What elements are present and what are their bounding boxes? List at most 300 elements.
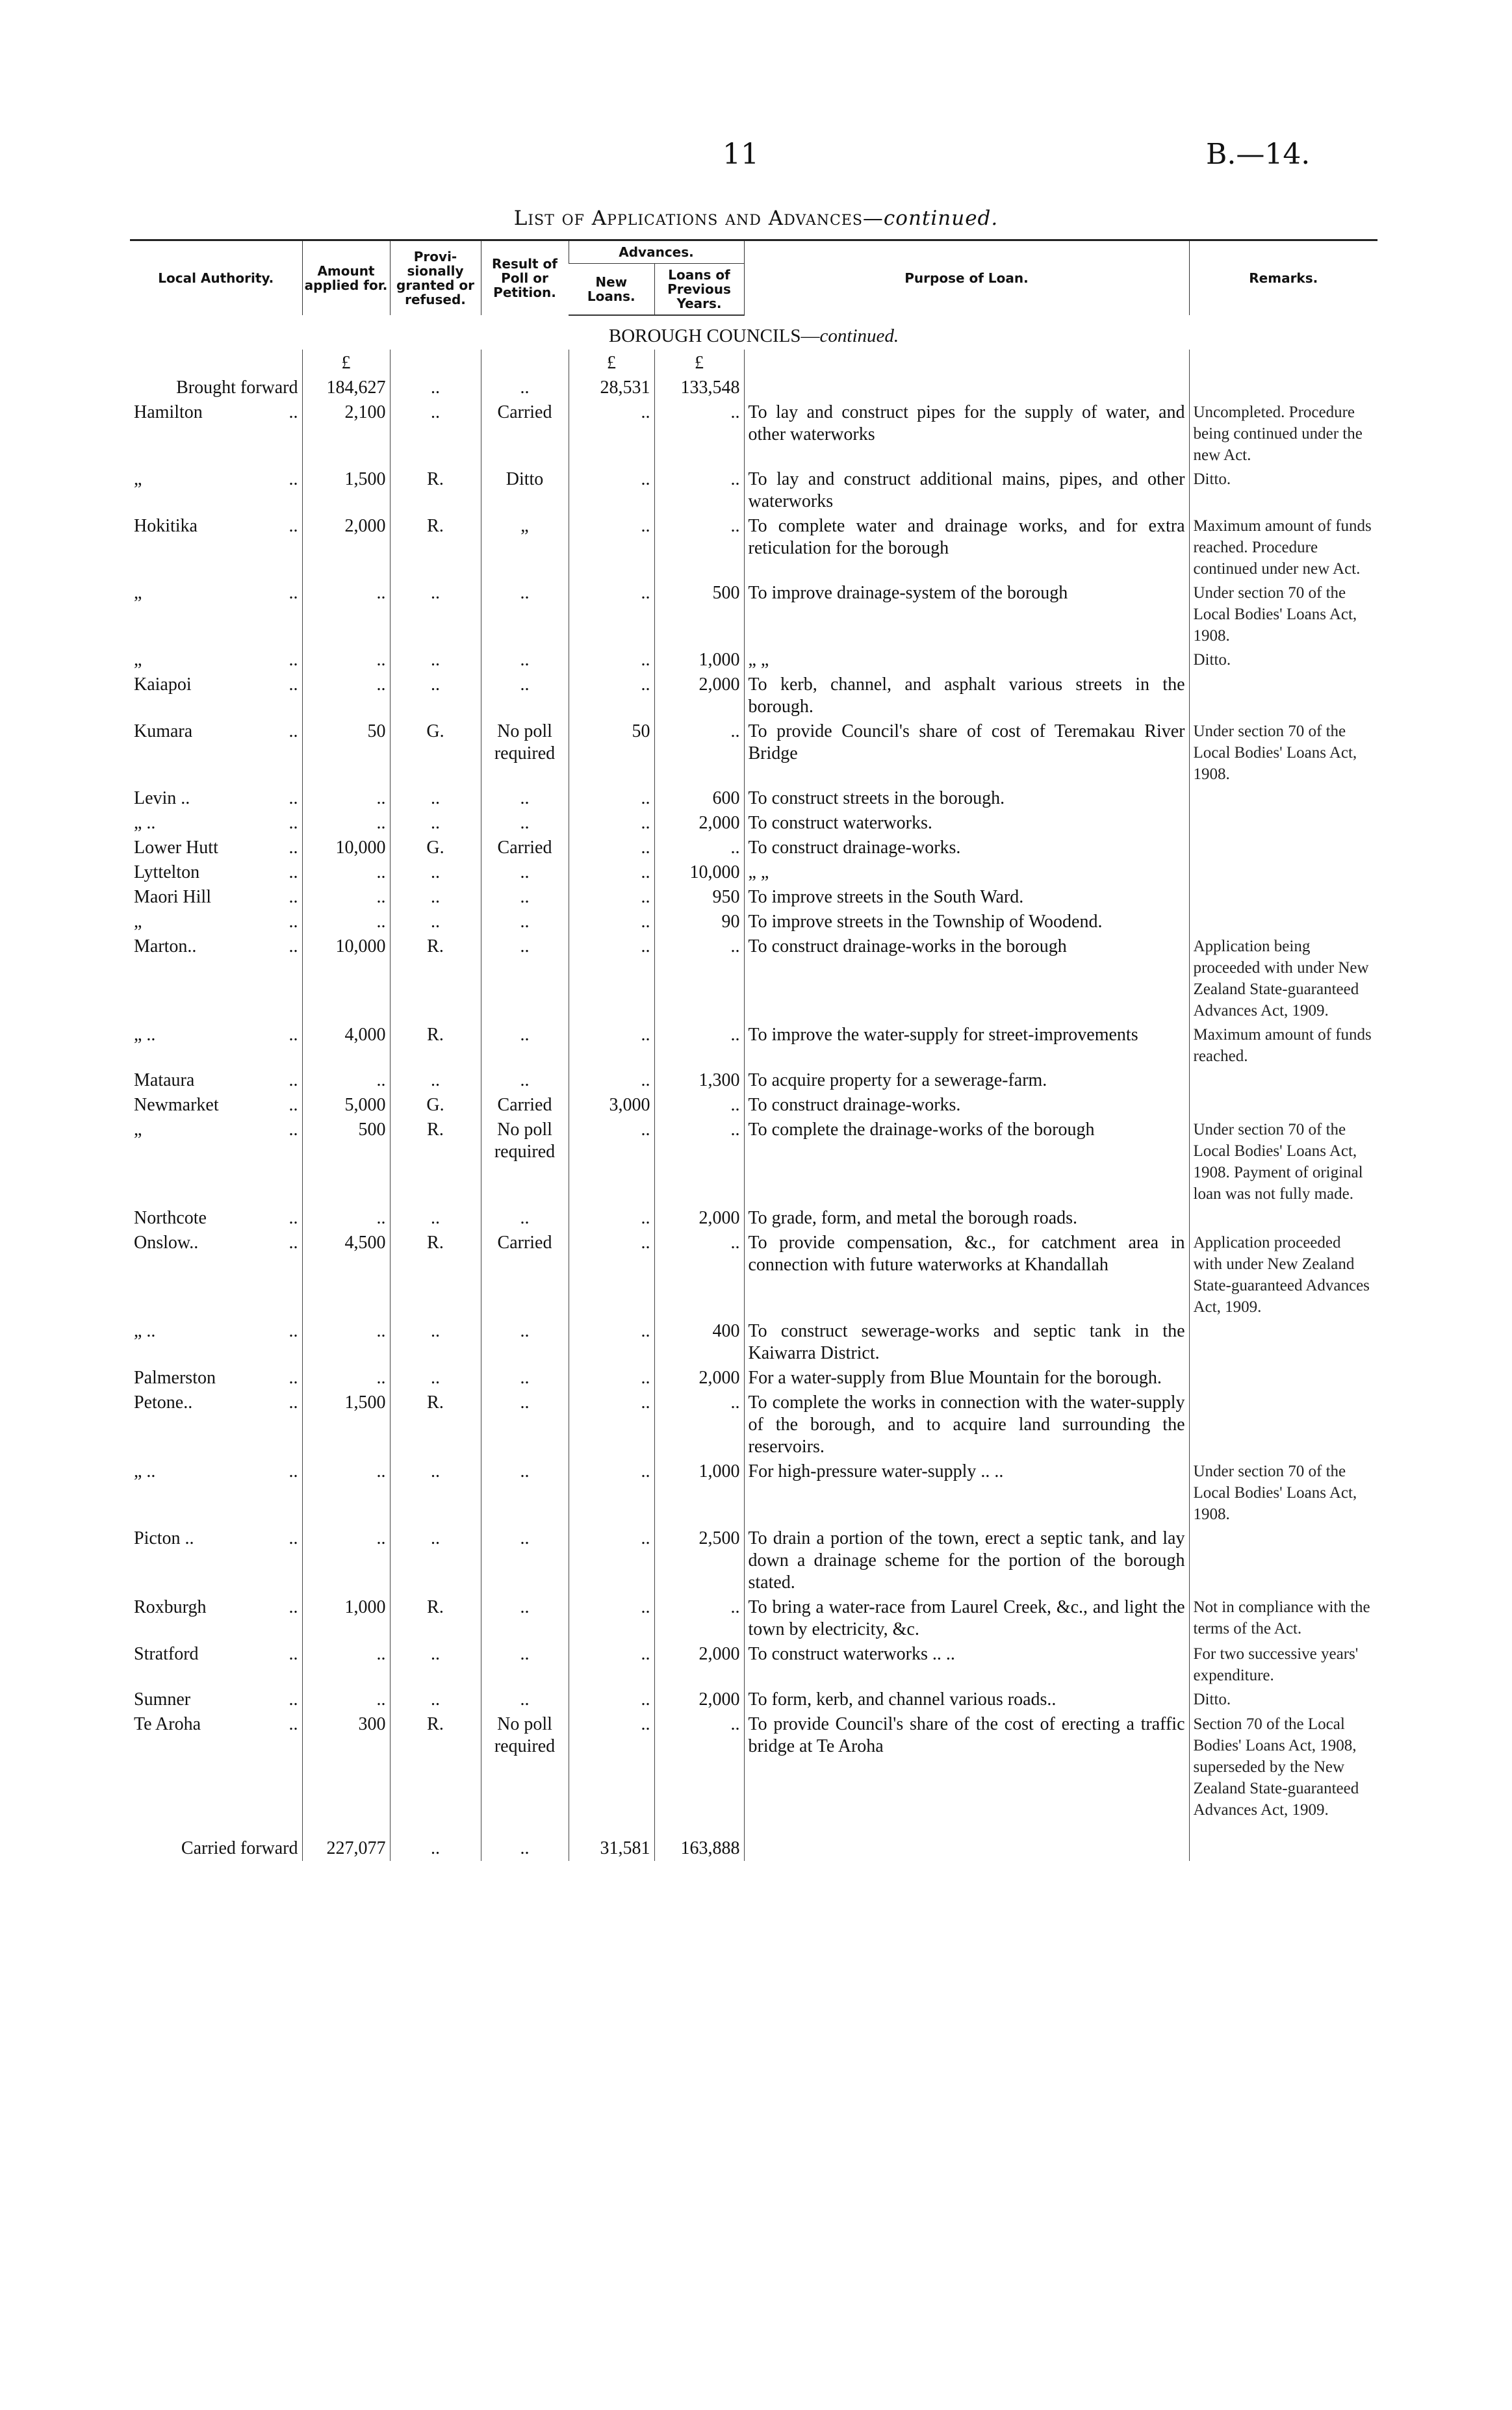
poll-result-cell: Carried [481,1231,569,1319]
authority-name: Stratford [134,1644,199,1664]
remarks-cell: Application being proceeded with under New Zealand State-guaranteed Advances Act, 1909. [1189,934,1377,1023]
purpose-cell: To acquire property for a sewerage-farm. [744,1068,1189,1093]
remarks-cell [1189,1319,1377,1366]
remarks-cell [1189,673,1377,719]
poll-result-cell: Carried [481,1093,569,1118]
provisional-status-cell: G. [390,1093,481,1118]
purpose-cell: To construct drainage-works. [744,1093,1189,1118]
remarks-cell [1189,1526,1377,1595]
table-row [130,1068,1377,1093]
leader-dots: .. [288,1233,298,1253]
amount-applied-cell: 1,000 [302,1595,390,1642]
remarks-cell: Application proceeded with under New Zealand State-guaranteed Advances Act, 1909. [1189,1231,1377,1319]
remarks-cell: Ditto. [1189,648,1377,673]
poll-result-cell: .. [481,1526,569,1595]
local-authority-cell [130,1526,302,1595]
authority-name: „ [134,1120,142,1140]
previous-loans-cell: .. [654,400,744,467]
table-row [130,1093,1377,1118]
provisional-status-cell: .. [390,581,481,648]
provisional-status-cell: R. [390,934,481,1023]
poll-result-cell: .. [481,581,569,648]
leader-dots: .. [288,887,298,907]
brought-forward-prov: .. [390,376,481,400]
new-loans-cell: .. [569,1391,654,1459]
remarks-cell [1189,885,1377,910]
previous-loans-cell: 2,000 [654,1206,744,1231]
amount-applied-cell: .. [302,885,390,910]
new-loans-cell: .. [569,1687,654,1712]
previous-loans-cell: 950 [654,885,744,910]
leader-dots: .. [288,1208,298,1228]
header-remarks: Remarks. [1189,240,1377,316]
amount-applied-cell: .. [302,1068,390,1093]
provisional-status-cell: .. [390,860,481,885]
purpose-cell: To improve streets in the Township of Woodend. [744,910,1189,934]
header-new-loans: New Loans. [569,264,654,316]
remarks-cell: Under section 70 of the Local Bodies' Loans Act, 1908. Payment of original loan was not fully made. [1189,1118,1377,1206]
provisional-status-cell: R. [390,467,481,514]
table-row [130,1366,1377,1391]
purpose-cell: To kerb, channel, and asphalt various streets in the borough. [744,673,1189,719]
authority-name: Lower Hutt [134,838,218,858]
amount-applied-cell: 2,100 [302,400,390,467]
amount-applied-cell: .. [302,1642,390,1687]
previous-loans-cell: .. [654,1093,744,1118]
authority-name: Marton.. [134,936,197,956]
new-loans-cell: .. [569,885,654,910]
provisional-status-cell: R. [390,514,481,581]
table-row [130,1526,1377,1595]
purpose-cell: For high-pressure water-supply .. .. [744,1459,1189,1526]
brought-forward-blank [1189,376,1377,400]
local-authority-cell [130,1231,302,1319]
previous-loans-cell: 1,000 [654,648,744,673]
currency-prev: £ [654,350,744,376]
new-loans-cell: .. [569,673,654,719]
previous-loans-cell: .. [654,1595,744,1642]
provisional-status-cell: R. [390,1712,481,1822]
amount-applied-cell: 500 [302,1118,390,1206]
previous-loans-cell: 1,300 [654,1068,744,1093]
local-authority-cell [130,581,302,648]
new-loans-cell: .. [569,1459,654,1526]
provisional-status-cell: .. [390,1526,481,1595]
purpose-cell: For a water-supply from Blue Mountain for the borough. [744,1366,1189,1391]
carried-forward-prov: .. [390,1822,481,1861]
remarks-cell [1189,1206,1377,1231]
local-authority-cell [130,1319,302,1366]
table-row [130,811,1377,836]
purpose-cell: To provide Council's share of cost of Teremakau River Bridge [744,719,1189,786]
remarks-cell: Under section 70 of the Local Bodies' Loans Act, 1908. [1189,581,1377,648]
provisional-status-cell: .. [390,673,481,719]
poll-result-cell: No poll required [481,719,569,786]
remarks-cell [1189,1093,1377,1118]
carried-forward-blank [1189,1822,1377,1861]
local-authority-cell [130,719,302,786]
brought-forward-blank [744,376,1189,400]
new-loans-cell: .. [569,1023,654,1068]
provisional-status-cell: .. [390,910,481,934]
local-authority-cell [130,1366,302,1391]
poll-result-cell: .. [481,910,569,934]
table-row [130,1391,1377,1459]
table-row [130,1595,1377,1642]
amount-applied-cell: .. [302,673,390,719]
previous-loans-cell: .. [654,1391,744,1459]
provisional-status-cell: .. [390,885,481,910]
new-loans-cell: 50 [569,719,654,786]
header-advances: Advances. [569,240,744,264]
currency-blank [481,350,569,376]
local-authority-cell [130,885,302,910]
section-name: BOROUGH COUNCILS— [608,326,820,346]
table-row [130,1319,1377,1366]
poll-result-cell: .. [481,934,569,1023]
purpose-cell: To construct drainage-works. [744,836,1189,860]
local-authority-cell [130,1118,302,1206]
purpose-cell: To improve streets in the South Ward. [744,885,1189,910]
brought-forward-label: Brought forward [176,378,298,398]
table-row [130,514,1377,581]
table-row [130,1712,1377,1822]
amount-applied-cell: .. [302,581,390,648]
brought-forward-new: 28,531 [569,376,654,400]
local-authority-cell [130,1391,302,1459]
provisional-status-cell: .. [390,648,481,673]
local-authority-cell [130,1712,302,1822]
new-loans-cell: .. [569,836,654,860]
leader-dots: .. [288,516,298,536]
authority-name: Maori Hill [134,887,211,907]
leader-dots: .. [288,1528,298,1548]
authority-name: „ .. [134,1025,156,1045]
table-row [130,860,1377,885]
purpose-cell: To construct streets in the borough. [744,786,1189,811]
new-loans-cell: .. [569,1068,654,1093]
remarks-cell: Maximum amount of funds reached. Procedure continued under new Act. [1189,514,1377,581]
remarks-cell: Uncompleted. Procedure being continued under the new Act. [1189,400,1377,467]
header-provisionally: Provi- sionally granted or refused. [390,240,481,316]
purpose-cell: To lay and construct additional mains, pipes, and other waterworks [744,467,1189,514]
purpose-cell: To complete the drainage-works of the borough [744,1118,1189,1206]
previous-loans-cell: 1,000 [654,1459,744,1526]
header-loans-previous: Loans of Previous Years. [654,264,744,316]
local-authority-cell [130,400,302,467]
table-row [130,1206,1377,1231]
local-authority-cell [130,836,302,860]
new-loans-cell: .. [569,1712,654,1822]
authority-name: Hamilton [134,402,203,422]
new-loans-cell: .. [569,648,654,673]
local-authority-cell [130,1093,302,1118]
table-row [130,910,1377,934]
previous-loans-cell: .. [654,934,744,1023]
leader-dots: .. [288,862,298,882]
leader-dots: .. [288,721,298,741]
previous-loans-cell: .. [654,719,744,786]
previous-loans-cell: 600 [654,786,744,811]
section-row [130,315,1377,350]
amount-applied-cell: .. [302,811,390,836]
table-row [130,581,1377,648]
purpose-cell: To construct waterworks. [744,811,1189,836]
amount-applied-cell: .. [302,648,390,673]
new-loans-cell: .. [569,860,654,885]
carried-forward-amount: 227,077 [302,1822,390,1861]
previous-loans-cell: 2,000 [654,1642,744,1687]
provisional-status-cell: R. [390,1391,481,1459]
authority-name: Lyttelton [134,862,200,882]
leader-dots: .. [288,1368,298,1388]
poll-result-cell: .. [481,673,569,719]
amount-applied-cell: .. [302,786,390,811]
table-row [130,786,1377,811]
provisional-status-cell: .. [390,1319,481,1366]
leader-dots: .. [288,838,298,858]
local-authority-cell [130,1595,302,1642]
purpose-cell: To improve drainage-system of the borough [744,581,1189,648]
poll-result-cell: .. [481,1319,569,1366]
authority-name: Hokitika [134,516,198,536]
poll-result-cell: .. [481,1687,569,1712]
authority-name: Levin .. [134,788,190,808]
amount-applied-cell: .. [302,860,390,885]
amount-applied-cell: 4,000 [302,1023,390,1068]
header-purpose: Purpose of Loan. [744,240,1189,316]
local-authority-cell [130,1687,302,1712]
leader-dots: .. [288,788,298,808]
new-loans-cell: .. [569,514,654,581]
authority-name: Picton .. [134,1528,194,1548]
leader-dots: .. [288,1025,298,1045]
brought-forward-row [130,376,1377,400]
document-code: B.—14. [1206,138,1311,171]
remarks-cell [1189,1391,1377,1459]
local-authority-cell [130,934,302,1023]
table-row [130,467,1377,514]
previous-loans-cell: .. [654,836,744,860]
authority-name: Palmerston [134,1368,216,1388]
brought-forward-prev: 133,548 [654,376,744,400]
purpose-cell: To construct sewerage-works and septic tank in the Kaiwarra District. [744,1319,1189,1366]
leader-dots: .. [288,1321,298,1341]
remarks-cell [1189,1366,1377,1391]
provisional-status-cell: R. [390,1595,481,1642]
provisional-status-cell: .. [390,786,481,811]
new-loans-cell: .. [569,1319,654,1366]
poll-result-cell: .. [481,648,569,673]
title-continued: continued. [883,207,999,230]
local-authority-cell [130,860,302,885]
purpose-cell: „ „ [744,648,1189,673]
carried-forward-row [130,1822,1377,1861]
new-loans-cell: .. [569,1118,654,1206]
leader-dots: .. [288,1070,298,1090]
poll-result-cell: .. [481,1206,569,1231]
previous-loans-cell: 2,000 [654,1687,744,1712]
previous-loans-cell: 90 [654,910,744,934]
authority-name: Petone.. [134,1392,193,1413]
leader-dots: .. [288,1392,298,1413]
purpose-cell: To form, kerb, and channel various roads.. [744,1687,1189,1712]
applications-table [130,239,1377,1861]
table-row [130,673,1377,719]
leader-dots: .. [288,1461,298,1481]
authority-name: „ .. [134,1461,156,1481]
authority-name: Newmarket [134,1095,219,1115]
new-loans-cell: .. [569,1366,654,1391]
carried-forward-blank [744,1822,1189,1861]
previous-loans-cell: .. [654,467,744,514]
amount-applied-cell: 1,500 [302,1391,390,1459]
amount-applied-cell: 10,000 [302,934,390,1023]
poll-result-cell: .. [481,811,569,836]
local-authority-cell [130,1642,302,1687]
authority-name: „ .. [134,1321,156,1341]
provisional-status-cell: R. [390,1118,481,1206]
local-authority-cell [130,910,302,934]
previous-loans-cell: .. [654,1712,744,1822]
currency-amount: £ [302,350,390,376]
amount-applied-cell: .. [302,1319,390,1366]
authority-name: „ .. [134,813,156,833]
previous-loans-cell: .. [654,1118,744,1206]
carried-forward-prev: 163,888 [654,1822,744,1861]
poll-result-cell: .. [481,860,569,885]
leader-dots: .. [288,650,298,670]
currency-blank [1189,350,1377,376]
table-row [130,836,1377,860]
table-row [130,1459,1377,1526]
local-authority-cell [130,786,302,811]
carried-forward-label: Carried forward [181,1838,298,1858]
brought-forward-poll: .. [481,376,569,400]
poll-result-cell: No poll required [481,1712,569,1822]
poll-result-cell: .. [481,1459,569,1526]
amount-applied-cell: .. [302,910,390,934]
remarks-cell: Under section 70 of the Local Bodies' Loans Act, 1908. [1189,719,1377,786]
remarks-cell: Maximum amount of funds reached. [1189,1023,1377,1068]
table-row [130,719,1377,786]
amount-applied-cell: 50 [302,719,390,786]
new-loans-cell: .. [569,811,654,836]
section-heading [130,315,1377,350]
leader-dots: .. [288,469,298,489]
header-result-poll: Result of Poll or Petition. [481,240,569,316]
currency-blank [390,350,481,376]
authority-name: „ [134,650,142,670]
previous-loans-cell: 2,000 [654,673,744,719]
leader-dots: .. [288,402,298,422]
poll-result-cell: .. [481,786,569,811]
previous-loans-cell: 2,000 [654,811,744,836]
local-authority-cell [130,648,302,673]
currency-blank [744,350,1189,376]
remarks-cell [1189,786,1377,811]
poll-result-cell: .. [481,1642,569,1687]
leader-dots: .. [288,1120,298,1140]
local-authority-cell [130,1023,302,1068]
purpose-cell: To construct waterworks .. .. [744,1642,1189,1687]
leader-dots: .. [288,813,298,833]
local-authority-cell [130,1206,302,1231]
currency-blank [130,350,302,376]
purpose-cell: „ „ [744,860,1189,885]
provisional-status-cell: .. [390,1459,481,1526]
provisional-status-cell: .. [390,1642,481,1687]
purpose-cell: To improve the water-supply for street-improvements [744,1023,1189,1068]
remarks-cell: Under section 70 of the Local Bodies' Loans Act, 1908. [1189,1459,1377,1526]
table-row [130,1118,1377,1206]
previous-loans-cell: 2,500 [654,1526,744,1595]
poll-result-cell: „ [481,514,569,581]
amount-applied-cell: 5,000 [302,1093,390,1118]
table-row [130,934,1377,1023]
poll-result-cell: .. [481,1366,569,1391]
section-continued: continued. [819,326,899,346]
leader-dots: .. [288,583,298,603]
poll-result-cell: .. [481,1595,569,1642]
leader-dots: .. [288,936,298,956]
purpose-cell: To drain a portion of the town, erect a septic tank, and lay down a drainage scheme for the portion of the borough stated. [744,1526,1189,1595]
poll-result-cell: No poll required [481,1118,569,1206]
provisional-status-cell: .. [390,1206,481,1231]
poll-result-cell: .. [481,1391,569,1459]
remarks-cell [1189,836,1377,860]
poll-result-cell: .. [481,1023,569,1068]
purpose-cell: To lay and construct pipes for the supply of water, and other waterworks [744,400,1189,467]
remarks-cell: Ditto. [1189,467,1377,514]
amount-applied-cell: .. [302,1206,390,1231]
amount-applied-cell: 300 [302,1712,390,1822]
provisional-status-cell: .. [390,1068,481,1093]
leader-dots: .. [288,1714,298,1734]
poll-result-cell: Ditto [481,467,569,514]
provisional-status-cell: .. [390,811,481,836]
new-loans-cell: .. [569,581,654,648]
new-loans-cell: .. [569,1526,654,1595]
page-title [0,207,1512,230]
remarks-cell [1189,1068,1377,1093]
poll-result-cell: .. [481,1068,569,1093]
table-row [130,885,1377,910]
carried-forward-poll: .. [481,1822,569,1861]
provisional-status-cell: G. [390,836,481,860]
table-row [130,400,1377,467]
currency-row [130,350,1377,376]
authority-name: „ [134,912,142,932]
header-amount-applied: Amount applied for. [302,240,390,316]
authority-name: Northcote [134,1208,207,1228]
provisional-status-cell: R. [390,1231,481,1319]
new-loans-cell: .. [569,910,654,934]
amount-applied-cell: 10,000 [302,836,390,860]
leader-dots: .. [288,674,298,695]
table-body [130,315,1377,1822]
table-row [130,648,1377,673]
authority-name: „ [134,583,142,603]
authority-name: Te Aroha [134,1714,201,1734]
amount-applied-cell: .. [302,1366,390,1391]
amount-applied-cell: .. [302,1459,390,1526]
currency-new: £ [569,350,654,376]
remarks-cell [1189,860,1377,885]
local-authority-cell [130,1459,302,1526]
leader-dots: .. [288,912,298,932]
local-authority-cell [130,811,302,836]
